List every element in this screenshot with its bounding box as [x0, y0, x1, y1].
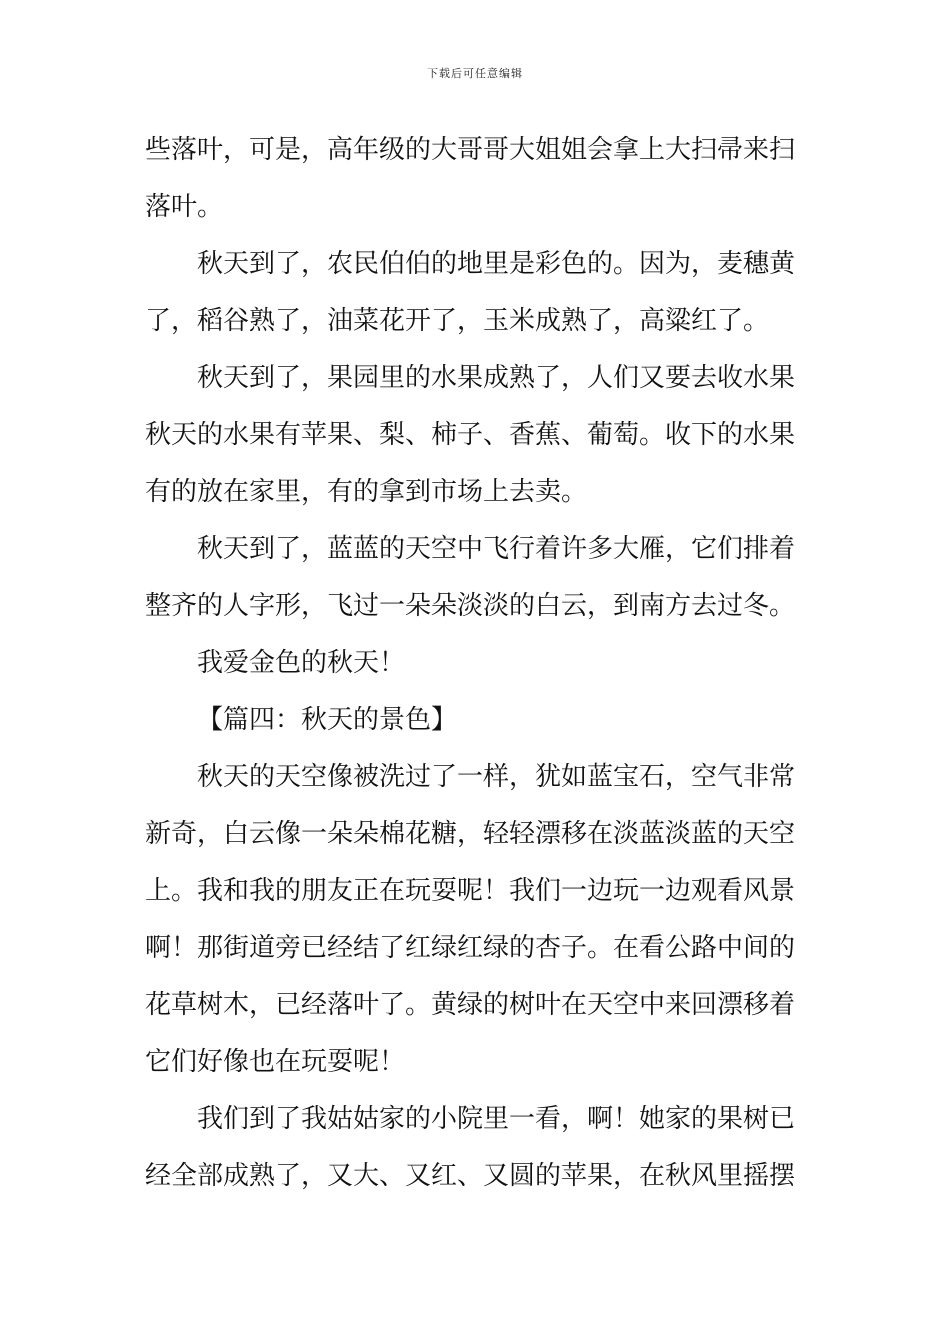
text-line: 经全部成熟了，又大、又红、又圆的苹果，在秋风里摇摆 — [145, 1161, 796, 1191]
text-line: 上。我和我的朋友正在玩耍呢！我们一边玩一边观看风景 — [145, 876, 796, 906]
paragraph-start-line: 秋天的天空像被洗过了一样，犹如蓝宝石，空气非常 — [197, 762, 796, 792]
document-body — [145, 122, 807, 1205]
text-line: 些落叶，可是，高年级的大哥哥大姐姐会拿上大扫帚来扫 — [145, 135, 796, 165]
paragraph-start-line: 秋天到了，农民伯伯的地里是彩色的。因为，麦穗黄 — [197, 249, 796, 279]
paragraph-start-line: 秋天到了，果园里的水果成熟了，人们又要去收水果 — [197, 363, 796, 393]
paragraph-start-line: 我爱金色的秋天！ — [197, 648, 406, 678]
page-header: 下载后可任意编辑 — [427, 67, 523, 80]
text-line: 它们好像也在玩耍呢！ — [145, 1047, 406, 1077]
text-line: 啊！那街道旁已经结了红绿红绿的杏子。在看公路中间的 — [145, 933, 796, 963]
text-line: 落叶。 — [145, 192, 224, 222]
text-line: 有的放在家里，有的拿到市场上去卖。 — [145, 477, 588, 507]
paragraph-start-line: 秋天到了，蓝蓝的天空中飞行着许多大雁，它们排着 — [197, 534, 796, 564]
text-line: 秋天的水果有苹果、梨、柿子、香蕉、葡萄。收下的水果 — [145, 420, 796, 450]
section-heading: 【篇四：秋天的景色】 — [197, 705, 458, 735]
paragraph-start-line: 我们到了我姑姑家的小院里一看，啊！她家的果树已 — [197, 1104, 796, 1134]
text-line: 花草树木，已经落叶了。黄绿的树叶在天空中来回漂移着 — [145, 990, 796, 1020]
text-line: 了，稻谷熟了，油菜花开了，玉米成熟了，高粱红了。 — [145, 306, 770, 336]
text-line: 整齐的人字形，飞过一朵朵淡淡的白云，到南方去过冬。 — [145, 591, 796, 621]
text-line: 新奇，白云像一朵朵棉花糖，轻轻漂移在淡蓝淡蓝的天空 — [145, 819, 796, 849]
